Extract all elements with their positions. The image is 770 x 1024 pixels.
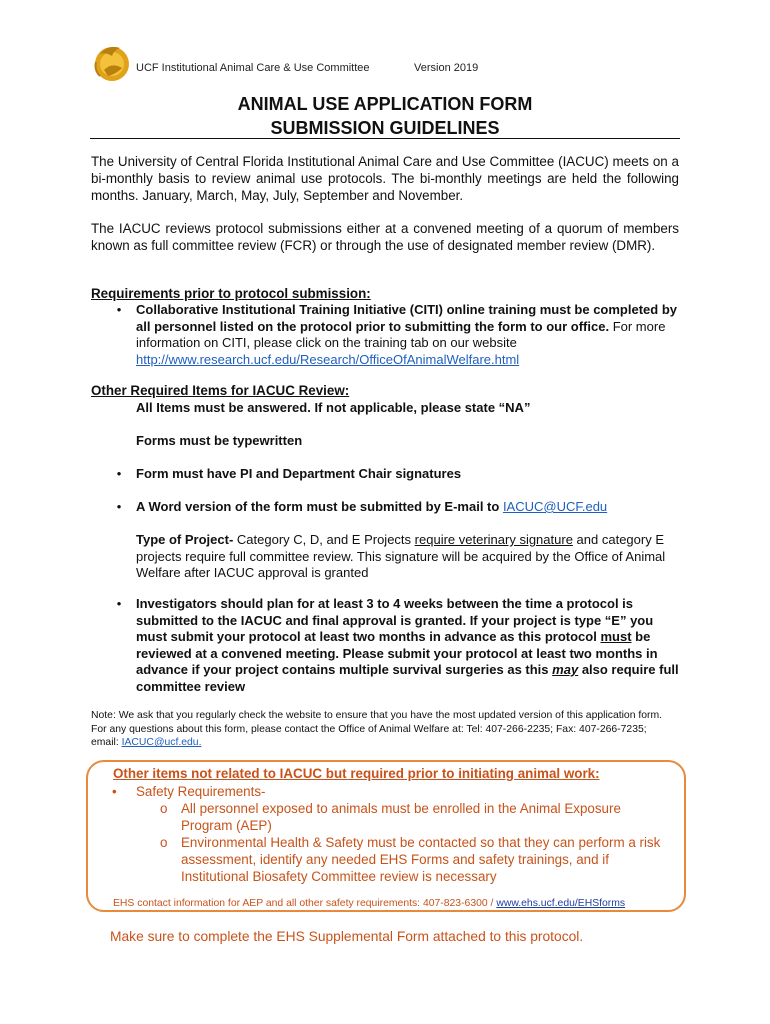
bullet-glyph: • (116, 596, 122, 611)
title-line-1: ANIMAL USE APPLICATION FORM (237, 94, 533, 114)
ehs-risk-assessment: Environmental Health & Safety must be contacted so that they can perform a risk assessment, identify any needed EHS Forms and safety trainings, and if Institutional Biosafety Committee review is necessary (181, 835, 661, 884)
bullet-glyph: • (116, 499, 122, 514)
item-timeline (136, 596, 681, 695)
ehs-forms-link[interactable]: www.ehs.ucf.edu/EHSforms (496, 898, 626, 909)
type-of-project-text-b: and category E projects require full committee review. This signature will be acquired by the Office of Animal Welfare after IACUC approval is granted (136, 532, 666, 580)
timeline-may: may (552, 662, 579, 677)
aep-requirement: All personnel exposed to animals must be enrolled in the Animal Exposure Program (AEP) (181, 801, 621, 833)
item-type-of-project (136, 532, 681, 582)
header-org: UCF Institutional Animal Care & Use Committee (136, 62, 370, 74)
word-version-text: A Word version of the form must be submitted by E-mail to (136, 499, 500, 514)
timeline-text-b: be reviewed at a convened meeting. Please submit your protocol at least two months in advance if your project contains multiple survival surgeries as this (136, 629, 658, 677)
bullet-glyph: • (116, 466, 122, 481)
citi-bold-text: Collaborative Institutional Training Initiative (CITI) online training must be completed by all personnel listed on the protocol prior to submitting the form to our office. (136, 302, 677, 334)
ehs-contact-line (113, 898, 625, 909)
item-word-version (136, 499, 681, 516)
type-of-project-label: Type of Project- (136, 532, 234, 547)
page-title (90, 92, 680, 140)
note-email-link[interactable]: IACUC@ucf.edu. (121, 737, 202, 748)
intro-paragraph-1: The University of Central Florida Institutional Animal Care and Use Committee (IACUC) meets on a bi-monthly basis to review animal use protocols. The bi-monthly meetings are held the following months. January, March, May, July, September and November. (91, 154, 679, 203)
other-items-heading: Other Required Items for IACUC Review: (91, 383, 350, 398)
citi-info-text: For more information on CITI, please click on the training tab on our website (136, 318, 666, 350)
note-text: Note: We ask that you regularly check the website to ensure that you have the most updated version of this application form. For any questions about this form, please contact the Office of Animal Welfare at: Tel: 407-266-2235; Fax: 407-266-7235; email: (91, 710, 663, 748)
item-signatures: Form must have PI and Department Chair signatures (136, 466, 462, 481)
owa-website-link[interactable]: http://www.research.ucf.edu/Research/OfficeOfAnimalWelfare.html (136, 351, 520, 367)
bullet-glyph: • (116, 302, 122, 317)
timeline-text-c: also require full committee review (136, 662, 679, 694)
header-version: Version 2019 (414, 62, 479, 74)
timeline-text-a: Investigators should plan for at least 3 to 4 weeks between the time a protocol is submitted to the IACUC and final approval is granted. If your project is type “E” you must submit your protocol at least two months in advance as this protocol (136, 596, 654, 644)
item-all-answered: All Items must be answered. If not applicable, please state “NA” (136, 400, 531, 415)
item-typewritten: Forms must be typewritten (136, 433, 303, 448)
ucf-pegasus-logo (90, 40, 134, 84)
timeline-must: must (600, 629, 632, 644)
contact-note (91, 709, 676, 750)
safety-requirements-label: Safety Requirements- (136, 784, 266, 799)
requirements-heading: Requirements prior to protocol submission: (91, 286, 371, 301)
sub-bullet-glyph: o (160, 835, 168, 850)
citi-requirement (136, 302, 681, 368)
title-underline (90, 138, 680, 139)
sub-bullet-glyph: o (160, 801, 168, 816)
bullet-glyph: • (112, 784, 117, 799)
ehs-contact-text: EHS contact information for AEP and all other safety requirements: 407-823-6300 / (113, 898, 494, 909)
intro-paragraph-2: The IACUC reviews protocol submissions either at a convened meeting of a quorum of members known as full committee review (FCR) or through the use of designated member review (DMR). (91, 221, 679, 253)
ehs-box-heading: Other items not related to IACUC but required prior to initiating animal work: (113, 766, 600, 781)
type-of-project-text-a: Category C, D, and E Projects (236, 532, 412, 547)
vet-signature-text: require veterinary signature (414, 532, 573, 547)
iacuc-email-link[interactable]: IACUC@UCF.edu (502, 499, 608, 514)
ehs-supplemental-reminder: Make sure to complete the EHS Supplemental Form attached to this protocol. (110, 929, 584, 944)
title-line-2: SUBMISSION GUIDELINES (270, 118, 500, 138)
